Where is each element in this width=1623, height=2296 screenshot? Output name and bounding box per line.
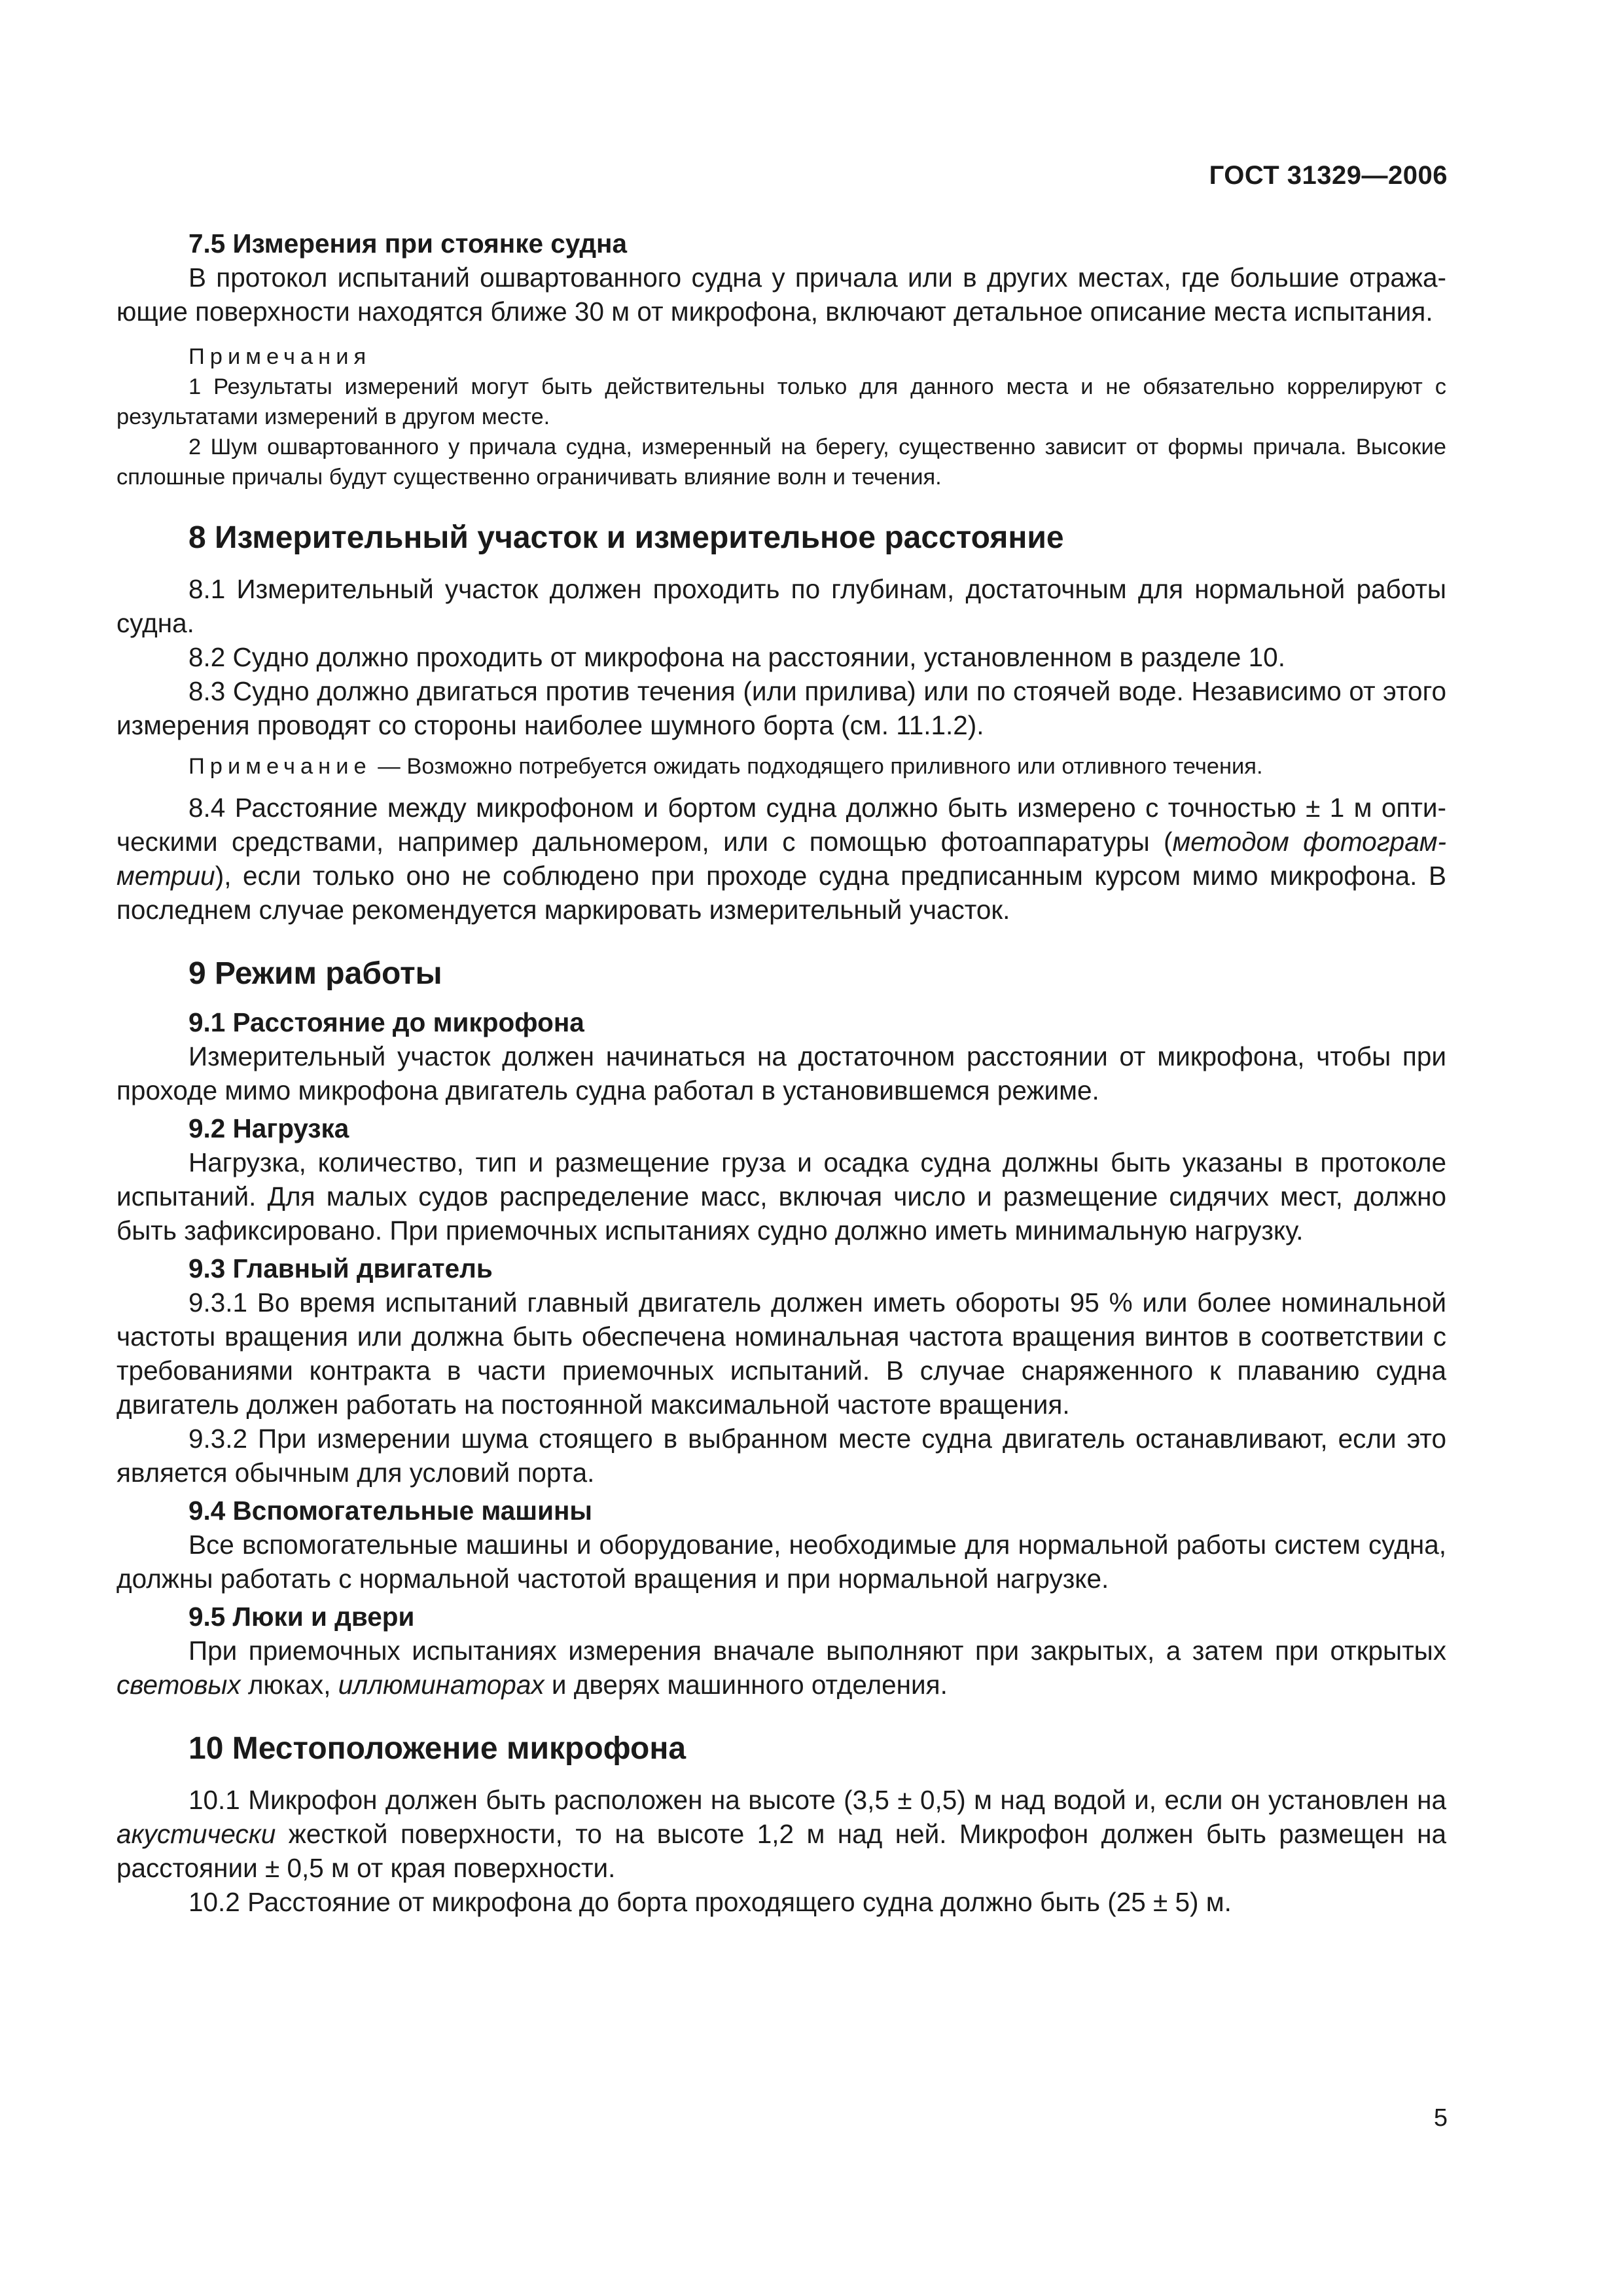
paragraph-9-3-2: 9.3.2 При измерении шума стоящего в выбранном месте судна двигатель останавливают, если это является обычным для условий порта. bbox=[116, 1424, 1446, 1488]
section-9-2-title: 9.2 Нагрузка bbox=[188, 1113, 349, 1143]
page-number: 5 bbox=[1433, 2104, 1448, 2132]
section-9-5-italic-1: световых bbox=[116, 1670, 241, 1700]
note-label: Примечание bbox=[188, 754, 372, 779]
section-8-title: 8 Измерительный участок и измерительное расстояние bbox=[188, 520, 1064, 555]
paragraph-10-1-text-a: 10.1 Микрофон должен быть расположен на высоте (3,5 ± 0,5) м над водой и, если он установлен на bbox=[188, 1785, 1446, 1815]
paragraph-10-2: 10.2 Расстояние от микрофона до борта проходящего судна должно быть (25 ± 5) м. bbox=[188, 1887, 1232, 1917]
section-9-4-title: 9.4 Вспомогательные машины bbox=[188, 1496, 593, 1526]
paragraph-10-1-text-b: жесткой поверхности, то на высоте 1,2 м над ней. Микрофон должен быть размещен на расстоянии ± 0,5 м от края поверхности. bbox=[116, 1819, 1446, 1883]
section-7-5-paragraph: В протокол испытаний ошвартованного судна у причала или в других местах, где большие отражающие поверхности находятся ближе 30 м от микрофона, включают детальное описание места испытания. bbox=[116, 262, 1446, 327]
note-1: 1 Результаты измерений могут быть действительны только для данного места и не обязательно коррелируют с результатами измерений в другом месте. bbox=[116, 374, 1446, 429]
paragraph-8-4 bbox=[116, 791, 1446, 927]
paragraph-8-4-italic: методом фотограмметрии bbox=[116, 827, 1446, 891]
section-9-5-title: 9.5 Люки и двери bbox=[188, 1602, 415, 1632]
section-9-1-title: 9.1 Расстояние до микрофона bbox=[188, 1007, 584, 1037]
section-9-5-italic-2: иллюминаторах bbox=[338, 1670, 544, 1700]
section-7-5-title: 7.5 Измерения при стоянке судна bbox=[188, 228, 628, 259]
note-2: 2 Шум ошвартованного у причала судна, измеренный на берегу, существенно зависит от формы причала. Высокие сплошные причалы будут существенно ограничивать влияние волн и течения. bbox=[116, 435, 1446, 490]
section-9-5-text-a: При приемочных испытаниях измерения вначале выполняют при закрытых, а затем при открытых bbox=[188, 1636, 1446, 1666]
section-9-5-paragraph bbox=[116, 1634, 1446, 1702]
paragraph-8-4-text-a: 8.4 Расстояние между микрофоном и бортом судна должно быть измерено с точностью ± 1 м оптическими средствами, например дальномером, или с помощью фотоаппаратуры ( bbox=[116, 793, 1446, 857]
section-9-4-paragraph: Все вспомогательные машины и оборудование, необходимые для нормальной работы систем судна, должны работать с нормальной частотой вращения и при нормальной нагрузке. bbox=[116, 1530, 1446, 1594]
section-9-3-title: 9.3 Главный двигатель bbox=[188, 1253, 493, 1283]
paragraph-8-1: 8.1 Измерительный участок должен проходить по глубинам, достаточным для нормальной работы судна. bbox=[116, 574, 1446, 638]
section-9-1-paragraph: Измерительный участок должен начинаться на достаточном расстоянии от микрофона, чтобы при проходе мимо микрофона двигатель судна работал в установившемся режиме. bbox=[116, 1041, 1446, 1105]
paragraph-10-1-italic: акустически bbox=[116, 1819, 276, 1849]
paragraph-8-2: 8.2 Судно должно проходить от микрофона на расстоянии, установленном в разделе 10. bbox=[188, 642, 1285, 672]
section-9-2-paragraph: Нагрузка, количество, тип и размещение груза и осадка судна должны быть указаны в протоколе испытаний. Для малых судов распределение масс, включая число и размещение сидячих мест, должно быть зафиксировано. При приемочных испытаниях судно должно иметь минимальную нагрузку. bbox=[116, 1147, 1446, 1246]
section-8-note bbox=[116, 751, 1446, 781]
page-content bbox=[116, 226, 1446, 1919]
paragraph-8-3: 8.3 Судно должно двигаться против течения (или прилива) или по стоячей воде. Независимо от этого измерения проводят со стороны наиболее шумного борта (см. 11.1.2). bbox=[116, 676, 1446, 740]
section-9-5-text-c: и дверях машинного отделения. bbox=[544, 1670, 948, 1700]
section-9-title: 9 Режим работы bbox=[188, 956, 442, 991]
section-9-5-text-b: люках, bbox=[240, 1670, 338, 1700]
standard-header: ГОСТ 31329—2006 bbox=[1209, 161, 1448, 190]
paragraph-10-1 bbox=[116, 1783, 1446, 1885]
paragraph-8-4-text-b: ), если только оно не соблюдено при проходе судна предписанным курсом мимо микрофона. В последнем случае рекомендуется маркировать измерительный участок. bbox=[116, 861, 1446, 925]
note-text: — Возможно потребуется ожидать подходящего приливного или отливного течения. bbox=[371, 754, 1263, 779]
paragraph-9-3-1: 9.3.1 Во время испытаний главный двигатель должен иметь обороты 95 % или более номинальной частоты вращения или должна быть обеспечена номинальная частота вращения винтов в соответствии с требованиями контракта в части приемочных испытаний. В случае снаряженного к плаванию судна двигатель должен работать на постоянной максимальной частоте вращения. bbox=[116, 1287, 1446, 1420]
section-10-title: 10 Местоположение микрофона bbox=[188, 1731, 687, 1766]
notes-label: Примечания bbox=[188, 344, 372, 369]
